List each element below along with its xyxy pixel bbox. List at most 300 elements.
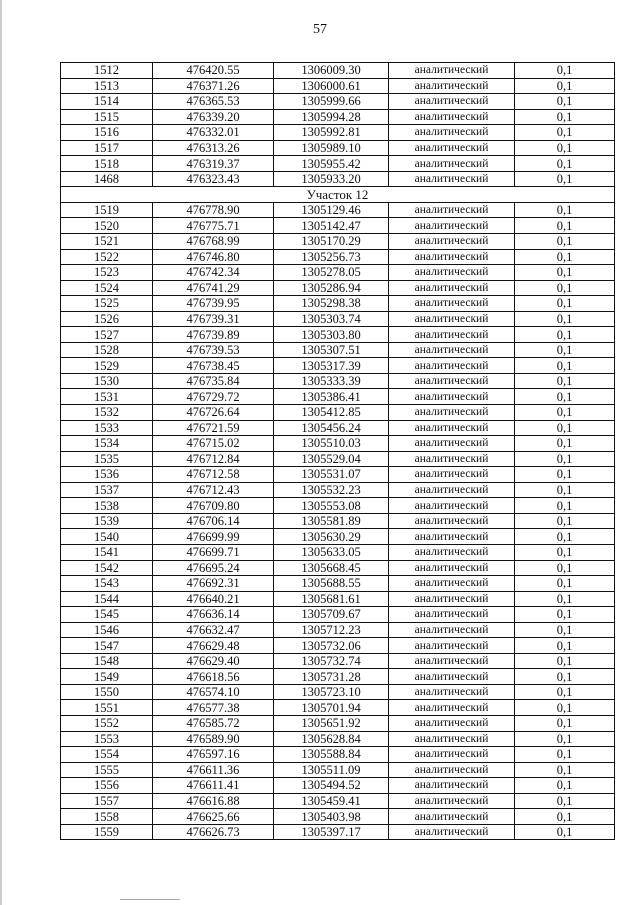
- accuracy-cell: 0,1: [515, 591, 615, 607]
- method-cell: аналитический: [389, 731, 515, 747]
- y-coordinate-cell: 1305701.94: [274, 700, 389, 716]
- method-cell: аналитический: [389, 482, 515, 498]
- point-number-cell: 1534: [61, 436, 153, 452]
- x-coordinate-cell: 476709.80: [153, 498, 274, 514]
- section-row: [61, 187, 615, 203]
- y-coordinate-cell: 1305712.23: [274, 622, 389, 638]
- point-number-cell: 1543: [61, 576, 153, 592]
- method-cell: аналитический: [389, 78, 515, 94]
- y-coordinate-cell: 1305581.89: [274, 513, 389, 529]
- x-coordinate-cell: 476739.95: [153, 296, 274, 312]
- x-coordinate-cell: 476706.14: [153, 513, 274, 529]
- x-coordinate-cell: 476738.45: [153, 358, 274, 374]
- accuracy-cell: 0,1: [515, 296, 615, 312]
- point-number-cell: 1548: [61, 653, 153, 669]
- method-cell: аналитический: [389, 669, 515, 685]
- accuracy-cell: 0,1: [515, 358, 615, 374]
- method-cell: аналитический: [389, 311, 515, 327]
- table-row: [61, 94, 615, 110]
- accuracy-cell: 0,1: [515, 420, 615, 436]
- method-cell: аналитический: [389, 202, 515, 218]
- y-coordinate-cell: 1305298.38: [274, 296, 389, 312]
- x-coordinate-cell: 476313.26: [153, 140, 274, 156]
- x-coordinate-cell: 476695.24: [153, 560, 274, 576]
- x-coordinate-cell: 476611.36: [153, 762, 274, 778]
- accuracy-cell: 0,1: [515, 94, 615, 110]
- x-coordinate-cell: 476640.21: [153, 591, 274, 607]
- method-cell: аналитический: [389, 234, 515, 250]
- y-coordinate-cell: 1305992.81: [274, 125, 389, 141]
- accuracy-cell: 0,1: [515, 607, 615, 623]
- x-coordinate-cell: 476629.40: [153, 653, 274, 669]
- table-row: [61, 171, 615, 187]
- table-row: [61, 560, 615, 576]
- method-cell: аналитический: [389, 389, 515, 405]
- table-row: [61, 342, 615, 358]
- y-coordinate-cell: 1305933.20: [274, 171, 389, 187]
- point-number-cell: 1518: [61, 156, 153, 172]
- x-coordinate-cell: 476726.64: [153, 405, 274, 421]
- table-row: [61, 389, 615, 405]
- x-coordinate-cell: 476699.99: [153, 529, 274, 545]
- x-coordinate-cell: 476699.71: [153, 544, 274, 560]
- method-cell: аналитический: [389, 420, 515, 436]
- point-number-cell: 1530: [61, 373, 153, 389]
- point-number-cell: 1547: [61, 638, 153, 654]
- point-number-cell: 1551: [61, 700, 153, 716]
- accuracy-cell: 0,1: [515, 824, 615, 840]
- point-number-cell: 1553: [61, 731, 153, 747]
- method-cell: аналитический: [389, 700, 515, 716]
- x-coordinate-cell: 476712.58: [153, 467, 274, 483]
- y-coordinate-cell: 1305668.45: [274, 560, 389, 576]
- method-cell: аналитический: [389, 793, 515, 809]
- x-coordinate-cell: 476611.41: [153, 778, 274, 794]
- y-coordinate-cell: 1305333.39: [274, 373, 389, 389]
- method-cell: аналитический: [389, 451, 515, 467]
- method-cell: аналитический: [389, 467, 515, 483]
- point-number-cell: 1519: [61, 202, 153, 218]
- y-coordinate-cell: 1305286.94: [274, 280, 389, 296]
- method-cell: аналитический: [389, 280, 515, 296]
- table-row: [61, 249, 615, 265]
- method-cell: аналитический: [389, 591, 515, 607]
- y-coordinate-cell: 1305731.28: [274, 669, 389, 685]
- accuracy-cell: 0,1: [515, 653, 615, 669]
- method-cell: аналитический: [389, 824, 515, 840]
- point-number-cell: 1557: [61, 793, 153, 809]
- x-coordinate-cell: 476339.20: [153, 109, 274, 125]
- accuracy-cell: 0,1: [515, 731, 615, 747]
- y-coordinate-cell: 1305397.17: [274, 824, 389, 840]
- point-number-cell: 1546: [61, 622, 153, 638]
- method-cell: аналитический: [389, 156, 515, 172]
- table-row: [61, 778, 615, 794]
- table-row: [61, 327, 615, 343]
- accuracy-cell: 0,1: [515, 234, 615, 250]
- y-coordinate-cell: 1305651.92: [274, 715, 389, 731]
- x-coordinate-cell: 476768.99: [153, 234, 274, 250]
- accuracy-cell: 0,1: [515, 762, 615, 778]
- accuracy-cell: 0,1: [515, 405, 615, 421]
- accuracy-cell: 0,1: [515, 669, 615, 685]
- accuracy-cell: 0,1: [515, 684, 615, 700]
- point-number-cell: 1531: [61, 389, 153, 405]
- method-cell: аналитический: [389, 249, 515, 265]
- table-row: [61, 607, 615, 623]
- method-cell: аналитический: [389, 529, 515, 545]
- accuracy-cell: 0,1: [515, 109, 615, 125]
- y-coordinate-cell: 1305955.42: [274, 156, 389, 172]
- table-row: [61, 436, 615, 452]
- coordinates-table: [60, 62, 615, 840]
- y-coordinate-cell: 1305529.04: [274, 451, 389, 467]
- point-number-cell: 1516: [61, 125, 153, 141]
- accuracy-cell: 0,1: [515, 513, 615, 529]
- point-number-cell: 1535: [61, 451, 153, 467]
- table-row: [61, 653, 615, 669]
- table-row: [61, 109, 615, 125]
- x-coordinate-cell: 476420.55: [153, 63, 274, 79]
- y-coordinate-cell: 1305303.74: [274, 311, 389, 327]
- y-coordinate-cell: 1305732.06: [274, 638, 389, 654]
- point-number-cell: 1520: [61, 218, 153, 234]
- method-cell: аналитический: [389, 63, 515, 79]
- point-number-cell: 1536: [61, 467, 153, 483]
- point-number-cell: 1538: [61, 498, 153, 514]
- y-coordinate-cell: 1305999.66: [274, 94, 389, 110]
- y-coordinate-cell: 1305494.52: [274, 778, 389, 794]
- table-row: [61, 622, 615, 638]
- table-row: [61, 824, 615, 840]
- y-coordinate-cell: 1305994.28: [274, 109, 389, 125]
- y-coordinate-cell: 1305129.46: [274, 202, 389, 218]
- method-cell: аналитический: [389, 94, 515, 110]
- point-number-cell: 1525: [61, 296, 153, 312]
- x-coordinate-cell: 476585.72: [153, 715, 274, 731]
- table-row: [61, 684, 615, 700]
- y-coordinate-cell: 1305633.05: [274, 544, 389, 560]
- table-row: [61, 498, 615, 514]
- method-cell: аналитический: [389, 342, 515, 358]
- y-coordinate-cell: 1305170.29: [274, 234, 389, 250]
- scan-mark: [120, 899, 180, 900]
- method-cell: аналитический: [389, 560, 515, 576]
- point-number-cell: 1468: [61, 171, 153, 187]
- accuracy-cell: 0,1: [515, 140, 615, 156]
- accuracy-cell: 0,1: [515, 622, 615, 638]
- y-coordinate-cell: 1305681.61: [274, 591, 389, 607]
- x-coordinate-cell: 476371.26: [153, 78, 274, 94]
- y-coordinate-cell: 1305142.47: [274, 218, 389, 234]
- x-coordinate-cell: 476742.34: [153, 265, 274, 281]
- x-coordinate-cell: 476715.02: [153, 436, 274, 452]
- table-row: [61, 669, 615, 685]
- method-cell: аналитический: [389, 327, 515, 343]
- y-coordinate-cell: 1306000.61: [274, 78, 389, 94]
- accuracy-cell: 0,1: [515, 249, 615, 265]
- table-row: [61, 202, 615, 218]
- method-cell: аналитический: [389, 513, 515, 529]
- y-coordinate-cell: 1305588.84: [274, 747, 389, 763]
- accuracy-cell: 0,1: [515, 171, 615, 187]
- point-number-cell: 1549: [61, 669, 153, 685]
- accuracy-cell: 0,1: [515, 78, 615, 94]
- method-cell: аналитический: [389, 358, 515, 374]
- table-row: [61, 280, 615, 296]
- table-row: [61, 482, 615, 498]
- y-coordinate-cell: 1305989.10: [274, 140, 389, 156]
- method-cell: аналитический: [389, 684, 515, 700]
- x-coordinate-cell: 476574.10: [153, 684, 274, 700]
- x-coordinate-cell: 476319.37: [153, 156, 274, 172]
- method-cell: аналитический: [389, 809, 515, 825]
- x-coordinate-cell: 476332.01: [153, 125, 274, 141]
- method-cell: аналитический: [389, 653, 515, 669]
- accuracy-cell: 0,1: [515, 451, 615, 467]
- accuracy-cell: 0,1: [515, 482, 615, 498]
- table-row: [61, 218, 615, 234]
- point-number-cell: 1537: [61, 482, 153, 498]
- x-coordinate-cell: 476625.66: [153, 809, 274, 825]
- x-coordinate-cell: 476739.53: [153, 342, 274, 358]
- accuracy-cell: 0,1: [515, 747, 615, 763]
- accuracy-cell: 0,1: [515, 202, 615, 218]
- accuracy-cell: 0,1: [515, 311, 615, 327]
- table-row: [61, 529, 615, 545]
- page-number: 57: [313, 22, 327, 37]
- coordinates-table-body: [61, 63, 615, 840]
- x-coordinate-cell: 476616.88: [153, 793, 274, 809]
- x-coordinate-cell: 476721.59: [153, 420, 274, 436]
- method-cell: аналитический: [389, 778, 515, 794]
- table-row: [61, 731, 615, 747]
- table-row: [61, 420, 615, 436]
- method-cell: аналитический: [389, 140, 515, 156]
- y-coordinate-cell: 1305628.84: [274, 731, 389, 747]
- table-row: [61, 156, 615, 172]
- method-cell: аналитический: [389, 218, 515, 234]
- method-cell: аналитический: [389, 747, 515, 763]
- y-coordinate-cell: 1305456.24: [274, 420, 389, 436]
- table-row: [61, 544, 615, 560]
- point-number-cell: 1515: [61, 109, 153, 125]
- table-row: [61, 809, 615, 825]
- table-row: [61, 451, 615, 467]
- y-coordinate-cell: 1305531.07: [274, 467, 389, 483]
- accuracy-cell: 0,1: [515, 63, 615, 79]
- method-cell: аналитический: [389, 607, 515, 623]
- point-number-cell: 1526: [61, 311, 153, 327]
- y-coordinate-cell: 1305459.41: [274, 793, 389, 809]
- table-row: [61, 125, 615, 141]
- accuracy-cell: 0,1: [515, 544, 615, 560]
- point-number-cell: 1529: [61, 358, 153, 374]
- accuracy-cell: 0,1: [515, 436, 615, 452]
- table-row: [61, 373, 615, 389]
- table-row: [61, 311, 615, 327]
- y-coordinate-cell: 1305532.23: [274, 482, 389, 498]
- accuracy-cell: 0,1: [515, 265, 615, 281]
- y-coordinate-cell: 1305386.41: [274, 389, 389, 405]
- point-number-cell: 1517: [61, 140, 153, 156]
- point-number-cell: 1540: [61, 529, 153, 545]
- accuracy-cell: 0,1: [515, 467, 615, 483]
- point-number-cell: 1545: [61, 607, 153, 623]
- table-row: [61, 591, 615, 607]
- table-row: [61, 78, 615, 94]
- method-cell: аналитический: [389, 622, 515, 638]
- method-cell: аналитический: [389, 544, 515, 560]
- method-cell: аналитический: [389, 125, 515, 141]
- accuracy-cell: 0,1: [515, 156, 615, 172]
- method-cell: аналитический: [389, 498, 515, 514]
- accuracy-cell: 0,1: [515, 125, 615, 141]
- method-cell: аналитический: [389, 405, 515, 421]
- method-cell: аналитический: [389, 762, 515, 778]
- accuracy-cell: 0,1: [515, 560, 615, 576]
- table-row: [61, 638, 615, 654]
- method-cell: аналитический: [389, 715, 515, 731]
- accuracy-cell: 0,1: [515, 529, 615, 545]
- x-coordinate-cell: 476597.16: [153, 747, 274, 763]
- x-coordinate-cell: 476739.89: [153, 327, 274, 343]
- y-coordinate-cell: 1305303.80: [274, 327, 389, 343]
- x-coordinate-cell: 476589.90: [153, 731, 274, 747]
- table-row: [61, 700, 615, 716]
- accuracy-cell: 0,1: [515, 778, 615, 794]
- x-coordinate-cell: 476636.14: [153, 607, 274, 623]
- accuracy-cell: 0,1: [515, 218, 615, 234]
- method-cell: аналитический: [389, 436, 515, 452]
- section-title: Участок 12: [61, 187, 615, 203]
- table-row: [61, 234, 615, 250]
- x-coordinate-cell: 476746.80: [153, 249, 274, 265]
- point-number-cell: 1556: [61, 778, 153, 794]
- method-cell: аналитический: [389, 373, 515, 389]
- point-number-cell: 1513: [61, 78, 153, 94]
- x-coordinate-cell: 476629.48: [153, 638, 274, 654]
- accuracy-cell: 0,1: [515, 498, 615, 514]
- accuracy-cell: 0,1: [515, 715, 615, 731]
- point-number-cell: 1514: [61, 94, 153, 110]
- table-row: [61, 405, 615, 421]
- table-row: [61, 715, 615, 731]
- y-coordinate-cell: 1306009.30: [274, 63, 389, 79]
- x-coordinate-cell: 476712.43: [153, 482, 274, 498]
- y-coordinate-cell: 1305317.39: [274, 358, 389, 374]
- x-coordinate-cell: 476729.72: [153, 389, 274, 405]
- point-number-cell: 1524: [61, 280, 153, 296]
- point-number-cell: 1533: [61, 420, 153, 436]
- accuracy-cell: 0,1: [515, 327, 615, 343]
- point-number-cell: 1555: [61, 762, 153, 778]
- accuracy-cell: 0,1: [515, 700, 615, 716]
- x-coordinate-cell: 476618.56: [153, 669, 274, 685]
- accuracy-cell: 0,1: [515, 809, 615, 825]
- x-coordinate-cell: 476365.53: [153, 94, 274, 110]
- table-row: [61, 513, 615, 529]
- table-row: [61, 467, 615, 483]
- y-coordinate-cell: 1305412.85: [274, 405, 389, 421]
- table-row: [61, 296, 615, 312]
- method-cell: аналитический: [389, 265, 515, 281]
- y-coordinate-cell: 1305278.05: [274, 265, 389, 281]
- table-row: [61, 762, 615, 778]
- accuracy-cell: 0,1: [515, 373, 615, 389]
- table-row: [61, 265, 615, 281]
- x-coordinate-cell: 476323.43: [153, 171, 274, 187]
- x-coordinate-cell: 476626.73: [153, 824, 274, 840]
- x-coordinate-cell: 476692.31: [153, 576, 274, 592]
- method-cell: аналитический: [389, 638, 515, 654]
- point-number-cell: 1544: [61, 591, 153, 607]
- point-number-cell: 1512: [61, 63, 153, 79]
- point-number-cell: 1542: [61, 560, 153, 576]
- point-number-cell: 1522: [61, 249, 153, 265]
- accuracy-cell: 0,1: [515, 576, 615, 592]
- method-cell: аналитический: [389, 576, 515, 592]
- point-number-cell: 1554: [61, 747, 153, 763]
- method-cell: аналитический: [389, 109, 515, 125]
- accuracy-cell: 0,1: [515, 342, 615, 358]
- x-coordinate-cell: 476735.84: [153, 373, 274, 389]
- scan-edge: [0, 0, 2, 905]
- table-row: [61, 747, 615, 763]
- point-number-cell: 1541: [61, 544, 153, 560]
- point-number-cell: 1521: [61, 234, 153, 250]
- x-coordinate-cell: 476632.47: [153, 622, 274, 638]
- table-row: [61, 140, 615, 156]
- x-coordinate-cell: 476775.71: [153, 218, 274, 234]
- y-coordinate-cell: 1305709.67: [274, 607, 389, 623]
- point-number-cell: 1539: [61, 513, 153, 529]
- accuracy-cell: 0,1: [515, 389, 615, 405]
- y-coordinate-cell: 1305553.08: [274, 498, 389, 514]
- table-row: [61, 793, 615, 809]
- point-number-cell: 1523: [61, 265, 153, 281]
- y-coordinate-cell: 1305256.73: [274, 249, 389, 265]
- x-coordinate-cell: 476741.29: [153, 280, 274, 296]
- x-coordinate-cell: 476712.84: [153, 451, 274, 467]
- y-coordinate-cell: 1305511.09: [274, 762, 389, 778]
- point-number-cell: 1550: [61, 684, 153, 700]
- accuracy-cell: 0,1: [515, 638, 615, 654]
- point-number-cell: 1527: [61, 327, 153, 343]
- point-number-cell: 1558: [61, 809, 153, 825]
- method-cell: аналитический: [389, 171, 515, 187]
- table-row: [61, 576, 615, 592]
- x-coordinate-cell: 476577.38: [153, 700, 274, 716]
- y-coordinate-cell: 1305688.55: [274, 576, 389, 592]
- method-cell: аналитический: [389, 296, 515, 312]
- table-row: [61, 63, 615, 79]
- x-coordinate-cell: 476778.90: [153, 202, 274, 218]
- point-number-cell: 1528: [61, 342, 153, 358]
- point-number-cell: 1559: [61, 824, 153, 840]
- y-coordinate-cell: 1305630.29: [274, 529, 389, 545]
- y-coordinate-cell: 1305723.10: [274, 684, 389, 700]
- y-coordinate-cell: 1305732.74: [274, 653, 389, 669]
- table-row: [61, 358, 615, 374]
- point-number-cell: 1552: [61, 715, 153, 731]
- accuracy-cell: 0,1: [515, 280, 615, 296]
- y-coordinate-cell: 1305510.03: [274, 436, 389, 452]
- x-coordinate-cell: 476739.31: [153, 311, 274, 327]
- y-coordinate-cell: 1305307.51: [274, 342, 389, 358]
- accuracy-cell: 0,1: [515, 793, 615, 809]
- point-number-cell: 1532: [61, 405, 153, 421]
